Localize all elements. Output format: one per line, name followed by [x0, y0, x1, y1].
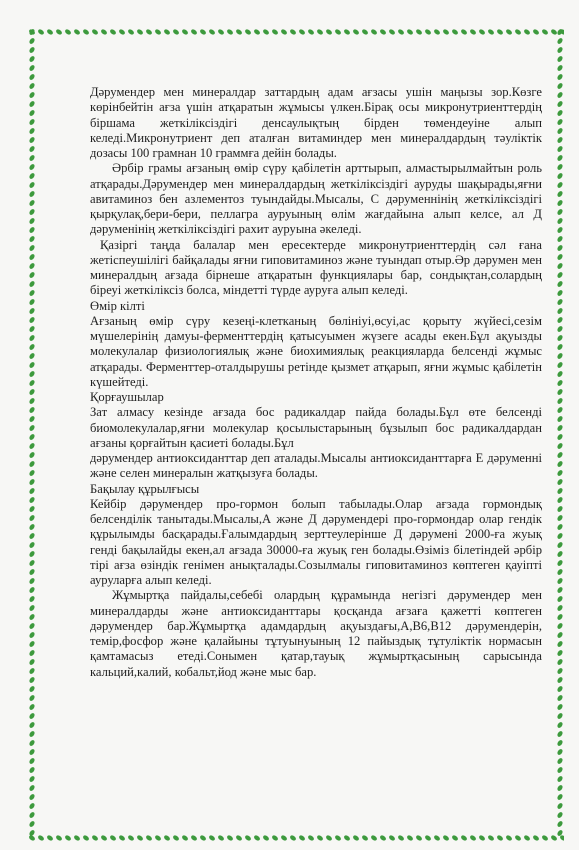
paragraph-eggs: Жұмыртқа пайдалы,себебі олардың құрамында негізгі дәрумендер мен минералдарды және антиоксиданттары қосқанда ағзаға қажетті көптеген дәрумендер бар.Жұмыртқа адамдардың ақуыздағы,А,В6,В12 дәрумендерін, темір,фосфор және қалайыны тұтуынуының 12 пайыздық тұтуліктік нормасын қамтамасыз етеді.Сонымен қатар,тауық жұмыртқасының сарысында кальций,калий, кобальт,йод және мыс бар. [90, 588, 542, 679]
paragraph-key-of-life: Ағзаның өмір сүру кезеңі-клетканың бөлініуі,өсуі,ас қорыту жүйесі,сезім мүшелерінің дамуы-ферменттердің қатысуымен жүзеге асады екен.Бұл ақуызды молекулалар физиологиялық және биохимиялық реакцияларда белсенді жұмыс атқарады. Ферменттер-оталдырушы ретінде қызмет атқарып, яғни жұмыс қабілетін күшейтеді. [90, 313, 542, 389]
paragraph-control-device: Кейбір дәрумендер про-гормон болып табылады.Олар ағзада гормондық белсенділік танытады.Мысалы,А және Д дәрумендері про-гормондар олар гендік құрылымды басқарады.Ғалымдардың зерттеулерінше Д дәрумені 2000-ға жуық генді бақылайды екен,ал ағзада 30000-ға жуық ген болады.Өзіміз білетіндей әрбір тірі ағза өзіндік генімен анықталады.Созылмалы гиповитаминоз көптеген қауіпті ауруларға алып келеді. [90, 496, 542, 587]
border-left [28, 28, 36, 840]
paragraph-protectors: Зат алмасу кезінде ағзада бос радикалдар пайда болады.Бұл өте белсенді биомолекулалар,яғни молекулар қосылыстарының бұзылып бос радикалдардан ағзаны қорғайтын қасиеті болады.Бұл [90, 405, 542, 450]
heading-control-device: Бақылау құрылғысы [90, 481, 200, 496]
body-text [90, 85, 542, 680]
border-right [556, 28, 564, 840]
heading-key-of-life: Өмір кілті [90, 298, 145, 313]
paragraph-antioxidants: дәрумендер антиоксиданттар деп аталады.Мысалы антиоксиданттарға Е дәруменні және селен минералын жатқызуға болады. [90, 451, 542, 481]
heading-protectors: Қорғаушылар [90, 390, 164, 404]
paragraph-modern-deficiency: Қазіргі таңда балалар мен ересектерде микронутриенттердің сәл ғана жетіспеушілігі байқалады яғни гиповитаминоз және туындап отыр.Әр дәрумен мен минералдың ағзада бірнеше атқаратын функциялары бар, сондықтан,солардың біреуі жеткіліксіз болса, міндетті түрде ауруға алып келеді. [90, 237, 542, 298]
paragraph-each-gram: Әрбір грамы ағзаның өмір сүру қабілетін арттырып, алмастырылмайтын роль атқарады.Дәрумендер мен минералдардың жеткіліксіздігі ауруды шақырады,яғни авитаминоз бен азлементоз туындайды.Мысалы, С дәруменнінің жеткіліксіздігі қырқулақ,бери-бери, пеллагра ауруының өлім жағдайына алып келсе, ал Д дәруменінің жеткіліксіздігі рахит ауруына әкеледі. [90, 161, 542, 237]
paragraph-intro: Дәрумендер мен минералдар заттардың адам ағзасы ушін маңызы зор.Көзге көрінбейтін ағза үшін атқаратын жұмысы үлкен.Бірақ осы микронутриенттердің біршама жеткіліксіздігі денсаулықтың бірден төмендеуіне алып келеді.Микронутриент деп аталған витаминдер мен минералдардың тәуліктік дозасы 100 грамнан 10 граммға дейін болады. [90, 85, 542, 160]
border-top [28, 28, 564, 36]
border-bottom [28, 834, 564, 842]
